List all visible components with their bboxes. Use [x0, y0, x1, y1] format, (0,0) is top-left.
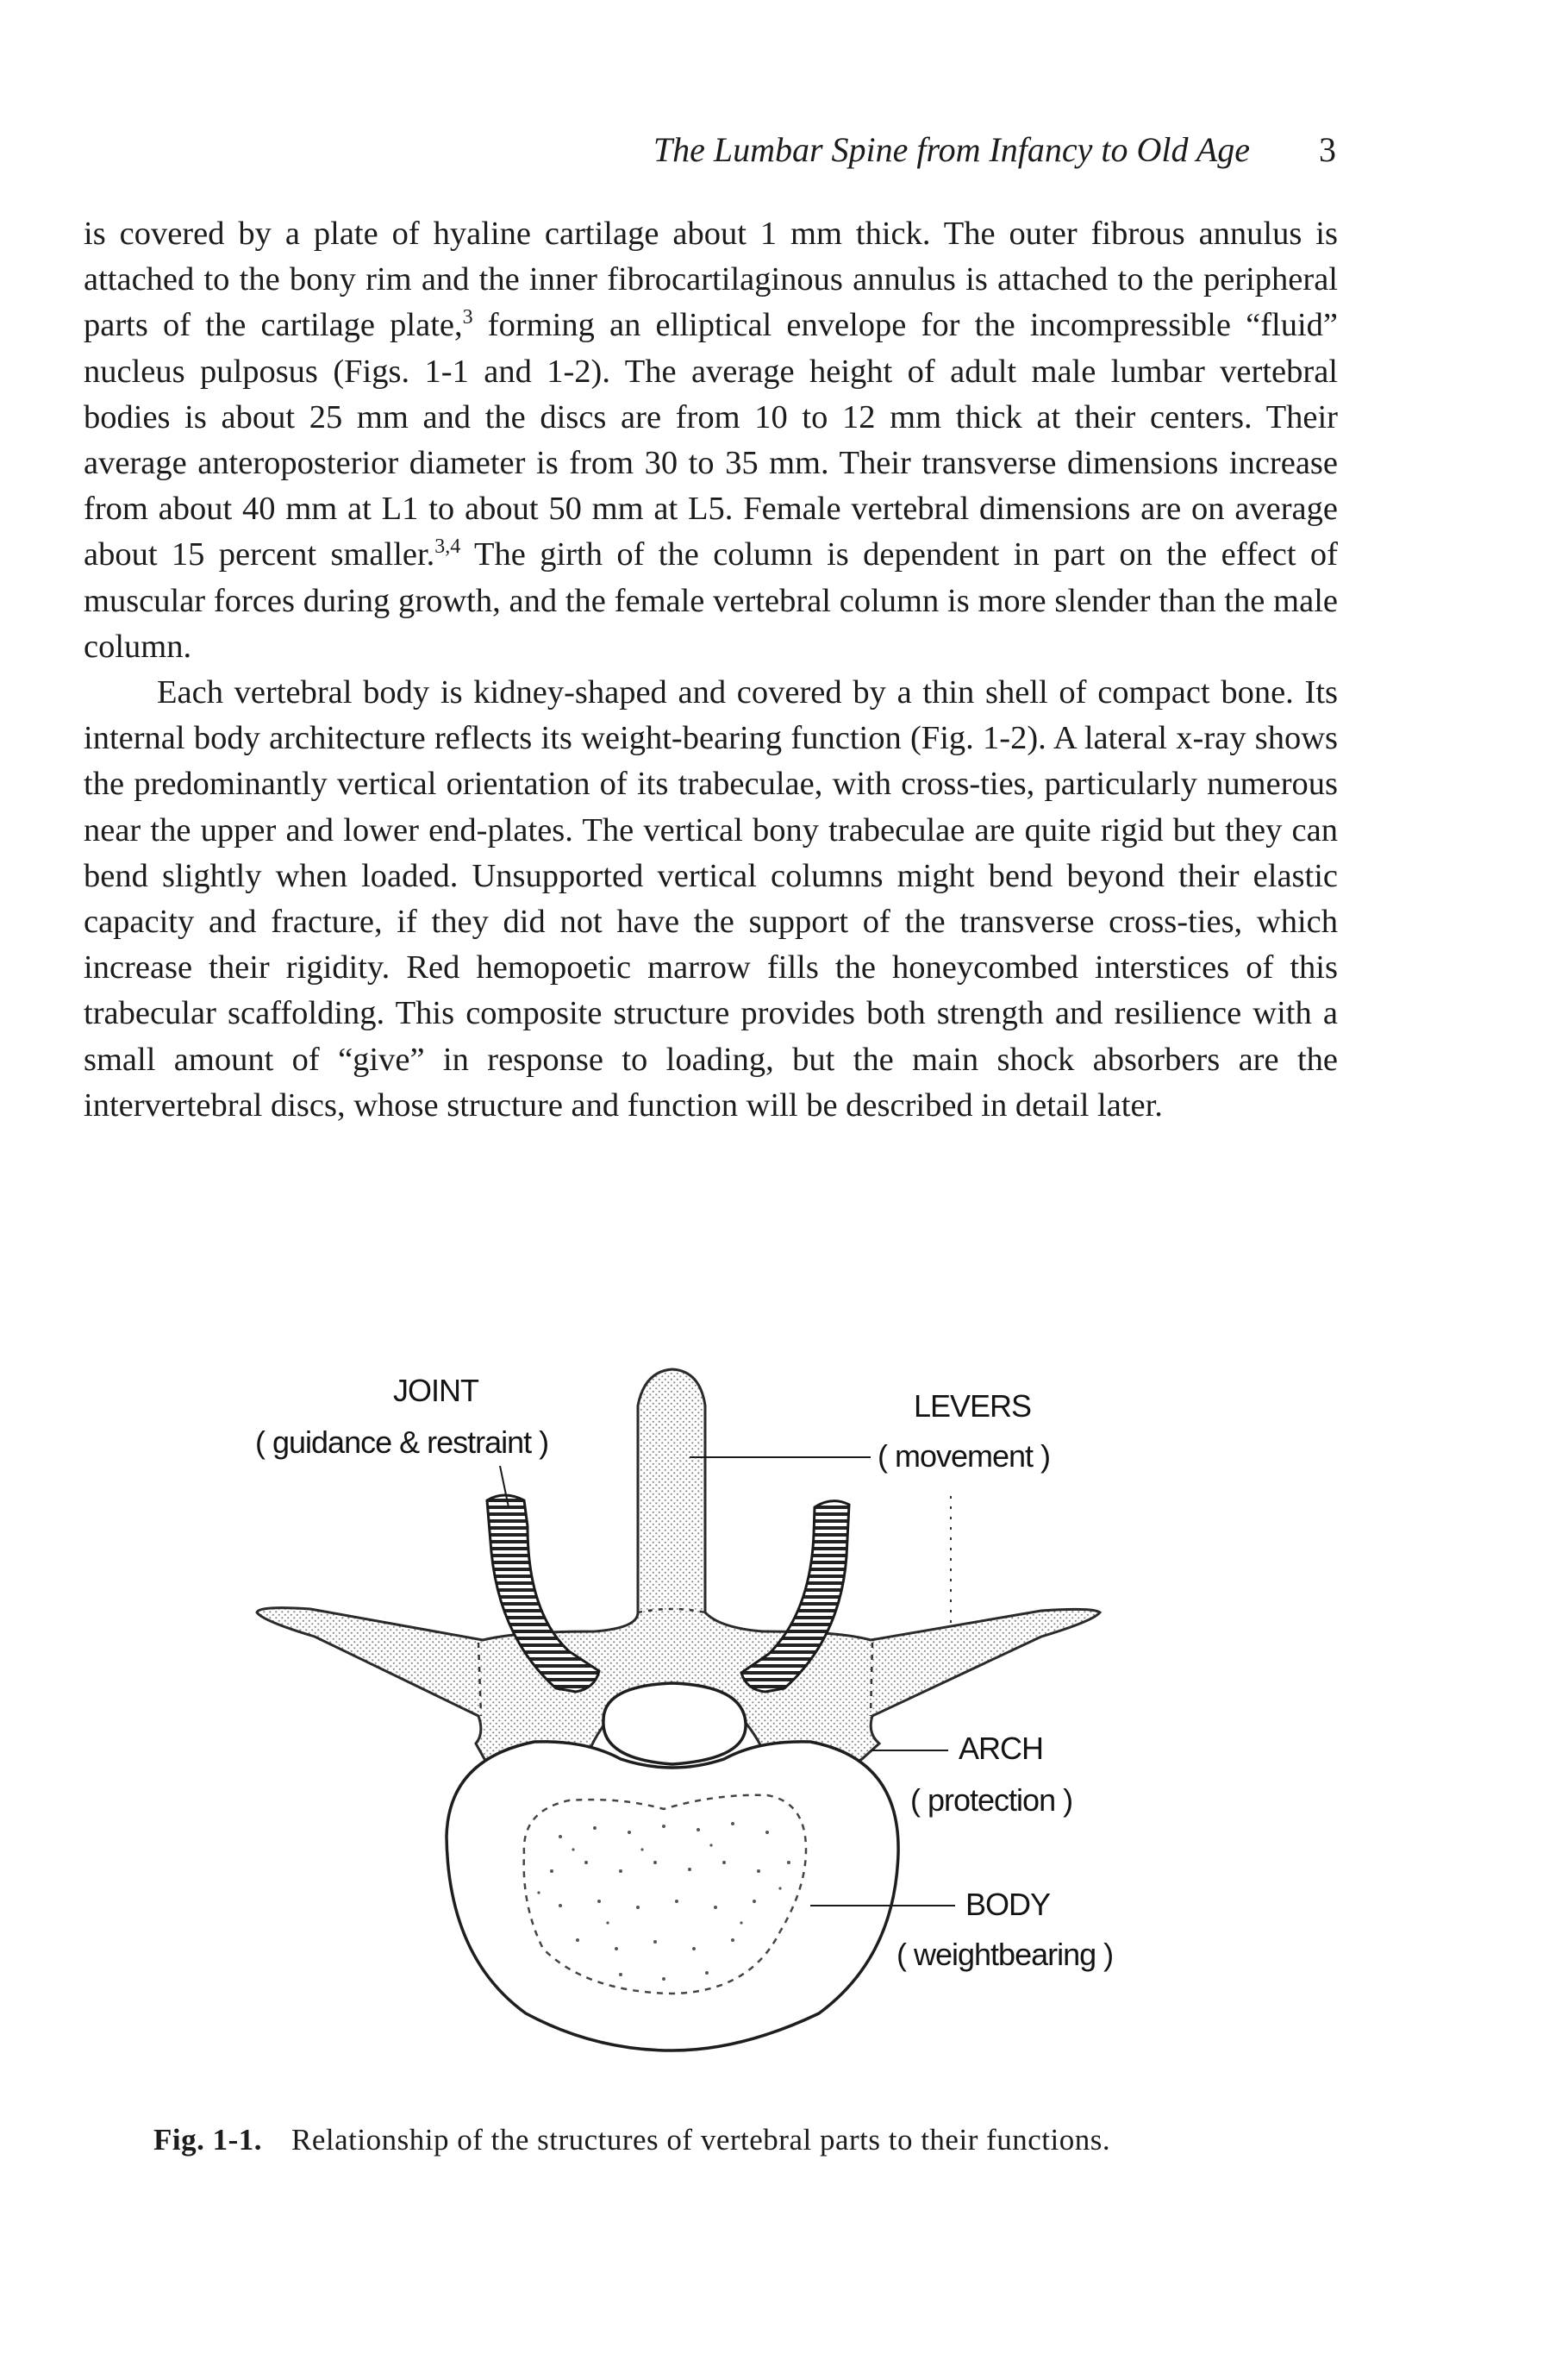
- running-head-title: The Lumbar Spine from Infancy to Old Age: [653, 130, 1250, 169]
- label-joint-sub: ( guidance & restraint ): [255, 1424, 549, 1460]
- page-number: 3: [1319, 130, 1336, 169]
- running-head: [517, 129, 1336, 181]
- citation-3: 3: [462, 306, 473, 329]
- paragraph-2: Each vertebral body is kidney-shaped and covered by a thin shell of compact bone. Its internal body architecture reflects its weight-bearing function (Fig. 1-2). A lateral x-ray shows the predominantly vertical orientation of its trabeculae, with cross-ties, particularly numerous near the upper and lower end-plates. The vertical bony trabeculae are quite rigid but they can bend slightly when loaded. Unsupported vertical columns might bend beyond their elastic capacity and fracture, if they did not have the support of the transverse cross-ties, which increase their rigidity. Red hemopoetic marrow fills the honeycombed interstices of this trabecular scaffolding. This composite structure provides both strength and resilience with a small amount of “give” in response to loading, but the main shock absorbers are the intervertebral discs, whose structure and function will be described in detail later.: [84, 674, 1338, 1124]
- caption-figure-number: Fig. 1-1.: [153, 2123, 263, 2157]
- label-levers-sub: ( movement ): [878, 1438, 1051, 1474]
- body-text: [84, 211, 1338, 1129]
- citation-3-4: 3,4: [434, 535, 461, 559]
- paragraph-1: [84, 211, 1338, 670]
- figure-vertebra: [0, 1354, 1568, 2130]
- label-body: BODY: [965, 1887, 1051, 1922]
- vertebra-diagram: [0, 1354, 1568, 2130]
- label-levers: LEVERS: [914, 1388, 1032, 1424]
- figure-caption: [153, 2123, 1360, 2157]
- spinal-canal-outline: [603, 1683, 746, 1764]
- label-arch-sub: ( protection ): [910, 1782, 1073, 1818]
- label-body-sub: ( weightbearing ): [896, 1937, 1114, 1972]
- label-joint: JOINT: [393, 1373, 478, 1408]
- label-arch: ARCH: [959, 1731, 1044, 1766]
- paragraph-1-part-1: is covered by a plate of hyaline cartilage about 1 mm thick. The outer fibrous annulus is attached to the bony rim and the inner fibrocartilaginous annulus is attached to the peripheral parts of the cartilage plate,: [84, 216, 1338, 344]
- paragraph-1-part-3: The girth of the column is dependent in part on the effect of muscular forces during growth, and the female vertebral column is more slender than the male column.: [84, 536, 1338, 665]
- caption-text: Relationship of the structures of vertebral parts to their functions.: [291, 2123, 1111, 2157]
- paragraph-1-part-2: forming an elliptical envelope for the incompressible “fluid” nucleus pulposus (Figs. 1-1 and 1-2). The average height of adult male lumbar vertebral bodies is about 25 mm and the discs are from 10 to 12 mm thick at their centers. Their average anteroposterior diameter is from 30 to 35 mm. Their transverse dimensions increase from about 40 mm at L1 to about 50 mm at L5. Female vertebral dimensions are on average about 15 percent smaller.: [84, 307, 1338, 573]
